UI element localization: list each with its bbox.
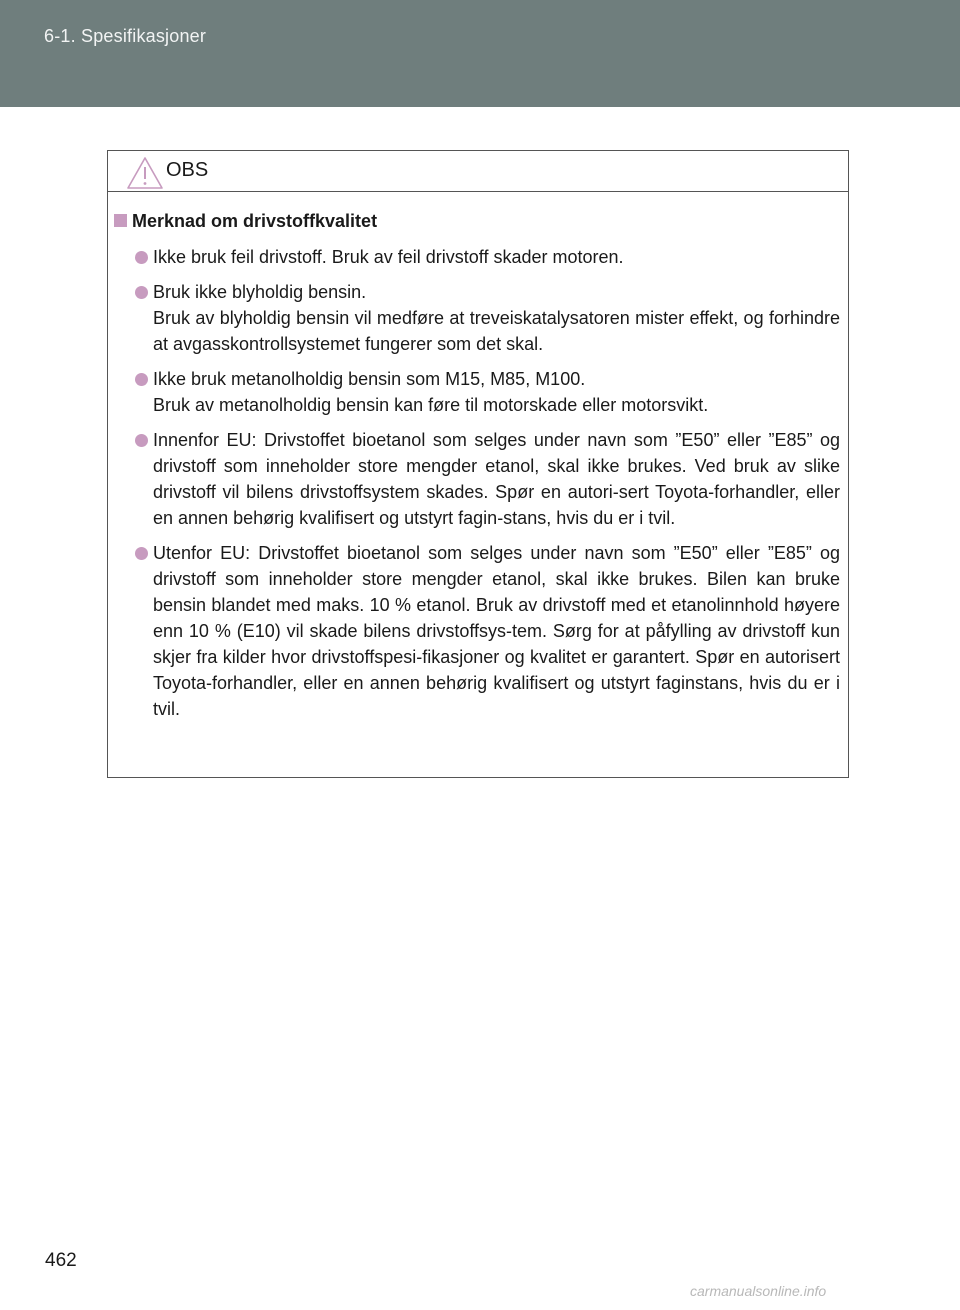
square-bullet-icon <box>114 214 127 227</box>
list-item-text: Bruk av metanolholdig bensin kan føre til motorskade eller motorsvikt. <box>153 395 709 415</box>
circle-bullet-icon <box>135 251 148 264</box>
circle-bullet-icon <box>135 434 148 447</box>
circle-bullet-icon <box>135 547 148 560</box>
list-item-text: Utenfor EU: Drivstoffet bioetanol som selges under navn som ”E50” eller ”E85” og drivstoff som inneholder store mengder etanol, skal ikke brukes. Bilen kan bruke bensin blandet med maks. 10 % etanol. Bruk av drivstoff med et etanolinnhold høyere enn 10 % (E10) vil skade bilens drivstoffsys-tem. Sørg for at påfylling av drivstoff kun skjer fra kilder hvor drivstoffspesi-fikasjoner og kvalitet er garantert. Spør en autorisert Toyota-forhandler, eller en annen behørig kvalifisert og utstyrt faginstans, hvis du er i tvil. <box>153 543 840 719</box>
warning-label: OBS <box>166 159 209 181</box>
warning-triangle-icon <box>126 156 164 190</box>
circle-bullet-icon <box>135 373 148 386</box>
list-item <box>108 279 840 357</box>
warning-box-header <box>108 151 848 192</box>
warning-box <box>107 150 849 778</box>
list-item-text: Ikke bruk metanolholdig bensin som M15, M85, M100. <box>153 369 586 389</box>
warning-box-body <box>108 192 848 722</box>
page-number: 462 <box>45 1250 77 1271</box>
header-band <box>0 0 960 107</box>
list-item-text: Innenfor EU: Drivstoffet bioetanol som selges under navn som ”E50” eller ”E85” og drivstoff som inneholder store mengder etanol, skal ikke brukes. Ved bruk av slike drivstoff vil bilens drivstoffsystem skades. Spør en autori-sert Toyota-forhandler, eller en annen behørig kvalifisert og utstyrt fagin-stans, hvis du er i tvil. <box>153 430 840 528</box>
warning-heading-text: Merknad om drivstoffkvalitet <box>132 211 378 231</box>
list-item-text: Bruk av blyholdig bensin vil medføre at treveiskatalysatoren mister effekt, og forhindre at avgasskontrollsystemet fungerer som det skal. <box>153 308 840 354</box>
watermark: carmanualsonline.info <box>690 1283 827 1299</box>
warning-heading <box>108 208 840 234</box>
list-item-text: Bruk ikke blyholdig bensin. <box>153 282 367 302</box>
list-item <box>108 244 840 270</box>
section-title: 6-1. Spesifikasjoner <box>44 26 207 46</box>
list-item <box>108 366 840 418</box>
circle-bullet-icon <box>135 286 148 299</box>
list-item-text: Ikke bruk feil drivstoff. Bruk av feil drivstoff skader motoren. <box>153 247 624 267</box>
list-item <box>108 427 840 531</box>
list-item <box>108 540 840 722</box>
